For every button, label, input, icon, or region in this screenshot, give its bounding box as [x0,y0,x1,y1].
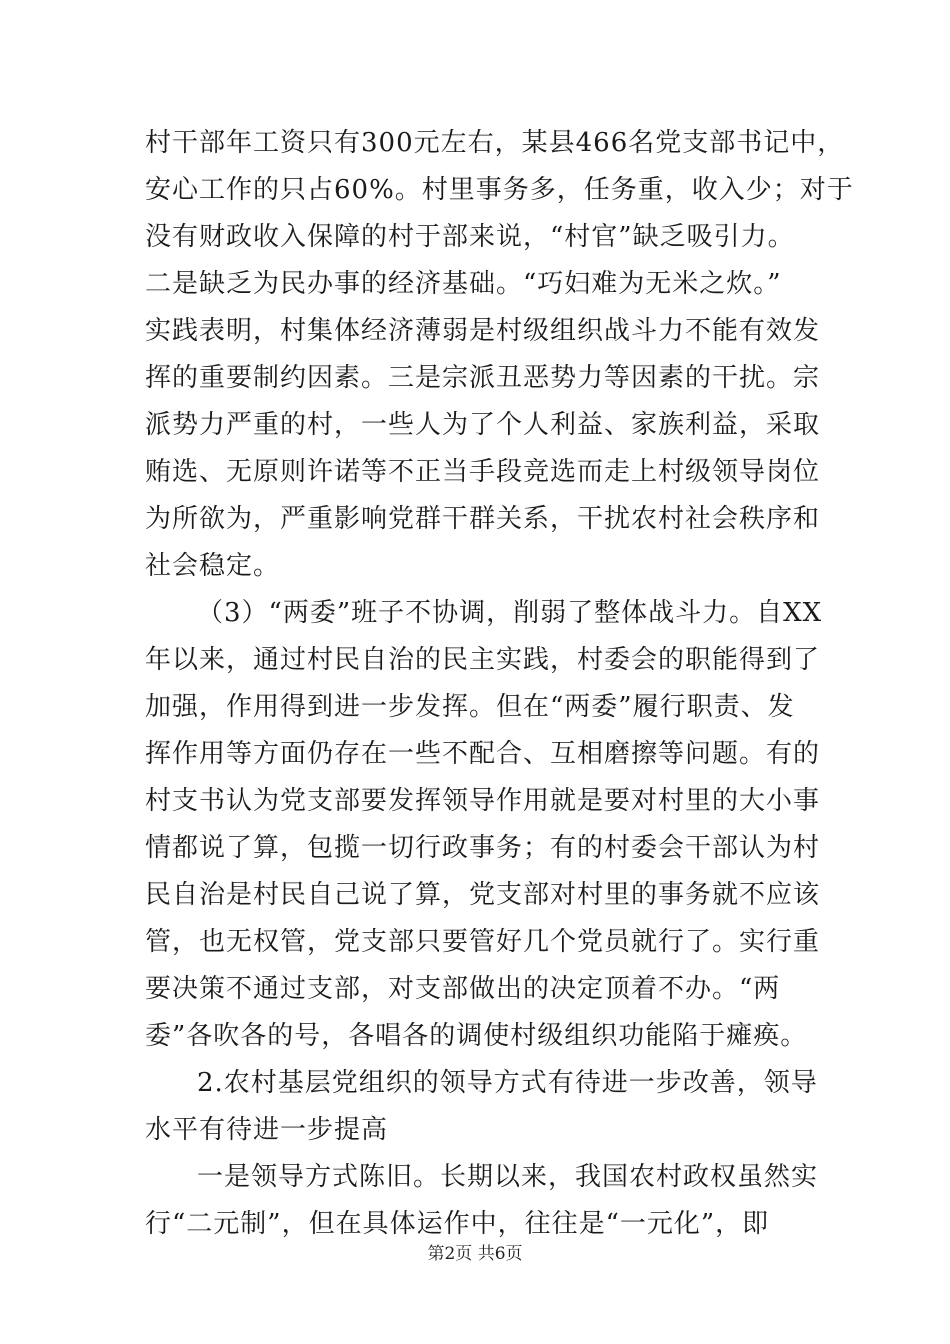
section-heading-line: 2.农村基层党组织的领导方式有待进一步改善，领导 [197,1068,818,1098]
text-line: 实践表明，村集体经济薄弱是村级组织战斗力不能有效发 [145,316,821,346]
text-line: 管，也无权管，党支部只要管好几个党员就行了。实行重 [145,927,821,957]
text-line: 挥的重要制约因素。三是宗派丑恶势力等因素的干扰。宗 [145,363,821,393]
text-line: 二是缺乏为民办事的经济基础。“巧妇难为无米之炊。” [145,269,782,299]
section-heading-line: 水平有待进一步提高 [145,1115,389,1145]
page-footer: 第2页 共6页 [427,1244,523,1264]
text-line: 没有财政收入保障的村于部来说，“村官”缺乏吸引力。 [145,222,795,252]
text-line: 要决策不通过支部，对支部做出的决定顶着不办。“两 [145,974,781,1004]
text-line: 村干部年工资只有300元左右，某县466名党支部书记中， [145,128,845,158]
text-line: 派势力严重的村，一些人为了个人利益、家族利益，采取 [145,410,821,440]
text-line: 行“二元制”，但在具体运作中，往往是“一元化”，即 [145,1209,770,1239]
text-line: 村支书认为党支部要发挥领导作用就是要对村里的大小事 [145,786,821,816]
text-line: 民自治是村民自己说了算，党支部对村里的事务就不应该 [145,880,821,910]
text-line: 为所欲为，严重影响党群干群关系，干扰农村社会秩序和 [145,504,821,534]
text-line: 贿选、无原则许诺等不正当手段竞选而走上村级领导岗位 [145,457,821,487]
text-line: 安心工作的只占60%。村里事务多，任务重，收入少；对于 [145,175,854,205]
text-line: 挥作用等方面仍存在一些不配合、互相磨擦等问题。有的 [145,739,821,769]
text-line: 社会稳定。 [145,551,281,581]
text-line: 委”各吹各的号，各唱各的调使村级组织功能陷于瘫痪。 [145,1021,808,1051]
paragraph-start-line: （3）“两委”班子不协调，削弱了整体战斗力。自XX [197,598,823,628]
paragraph-start-line: 一是领导方式陈旧。长期以来，我国农村政权虽然实 [197,1162,819,1192]
text-line: 情都说了算，包揽一切行政事务；有的村委会干部认为村 [145,833,821,863]
text-line: 年以来，通过村民自治的民主实践，村委会的职能得到了 [145,645,821,675]
text-line: 加强，作用得到进一步发挥。但在“两委”履行职责、发 [145,692,795,722]
